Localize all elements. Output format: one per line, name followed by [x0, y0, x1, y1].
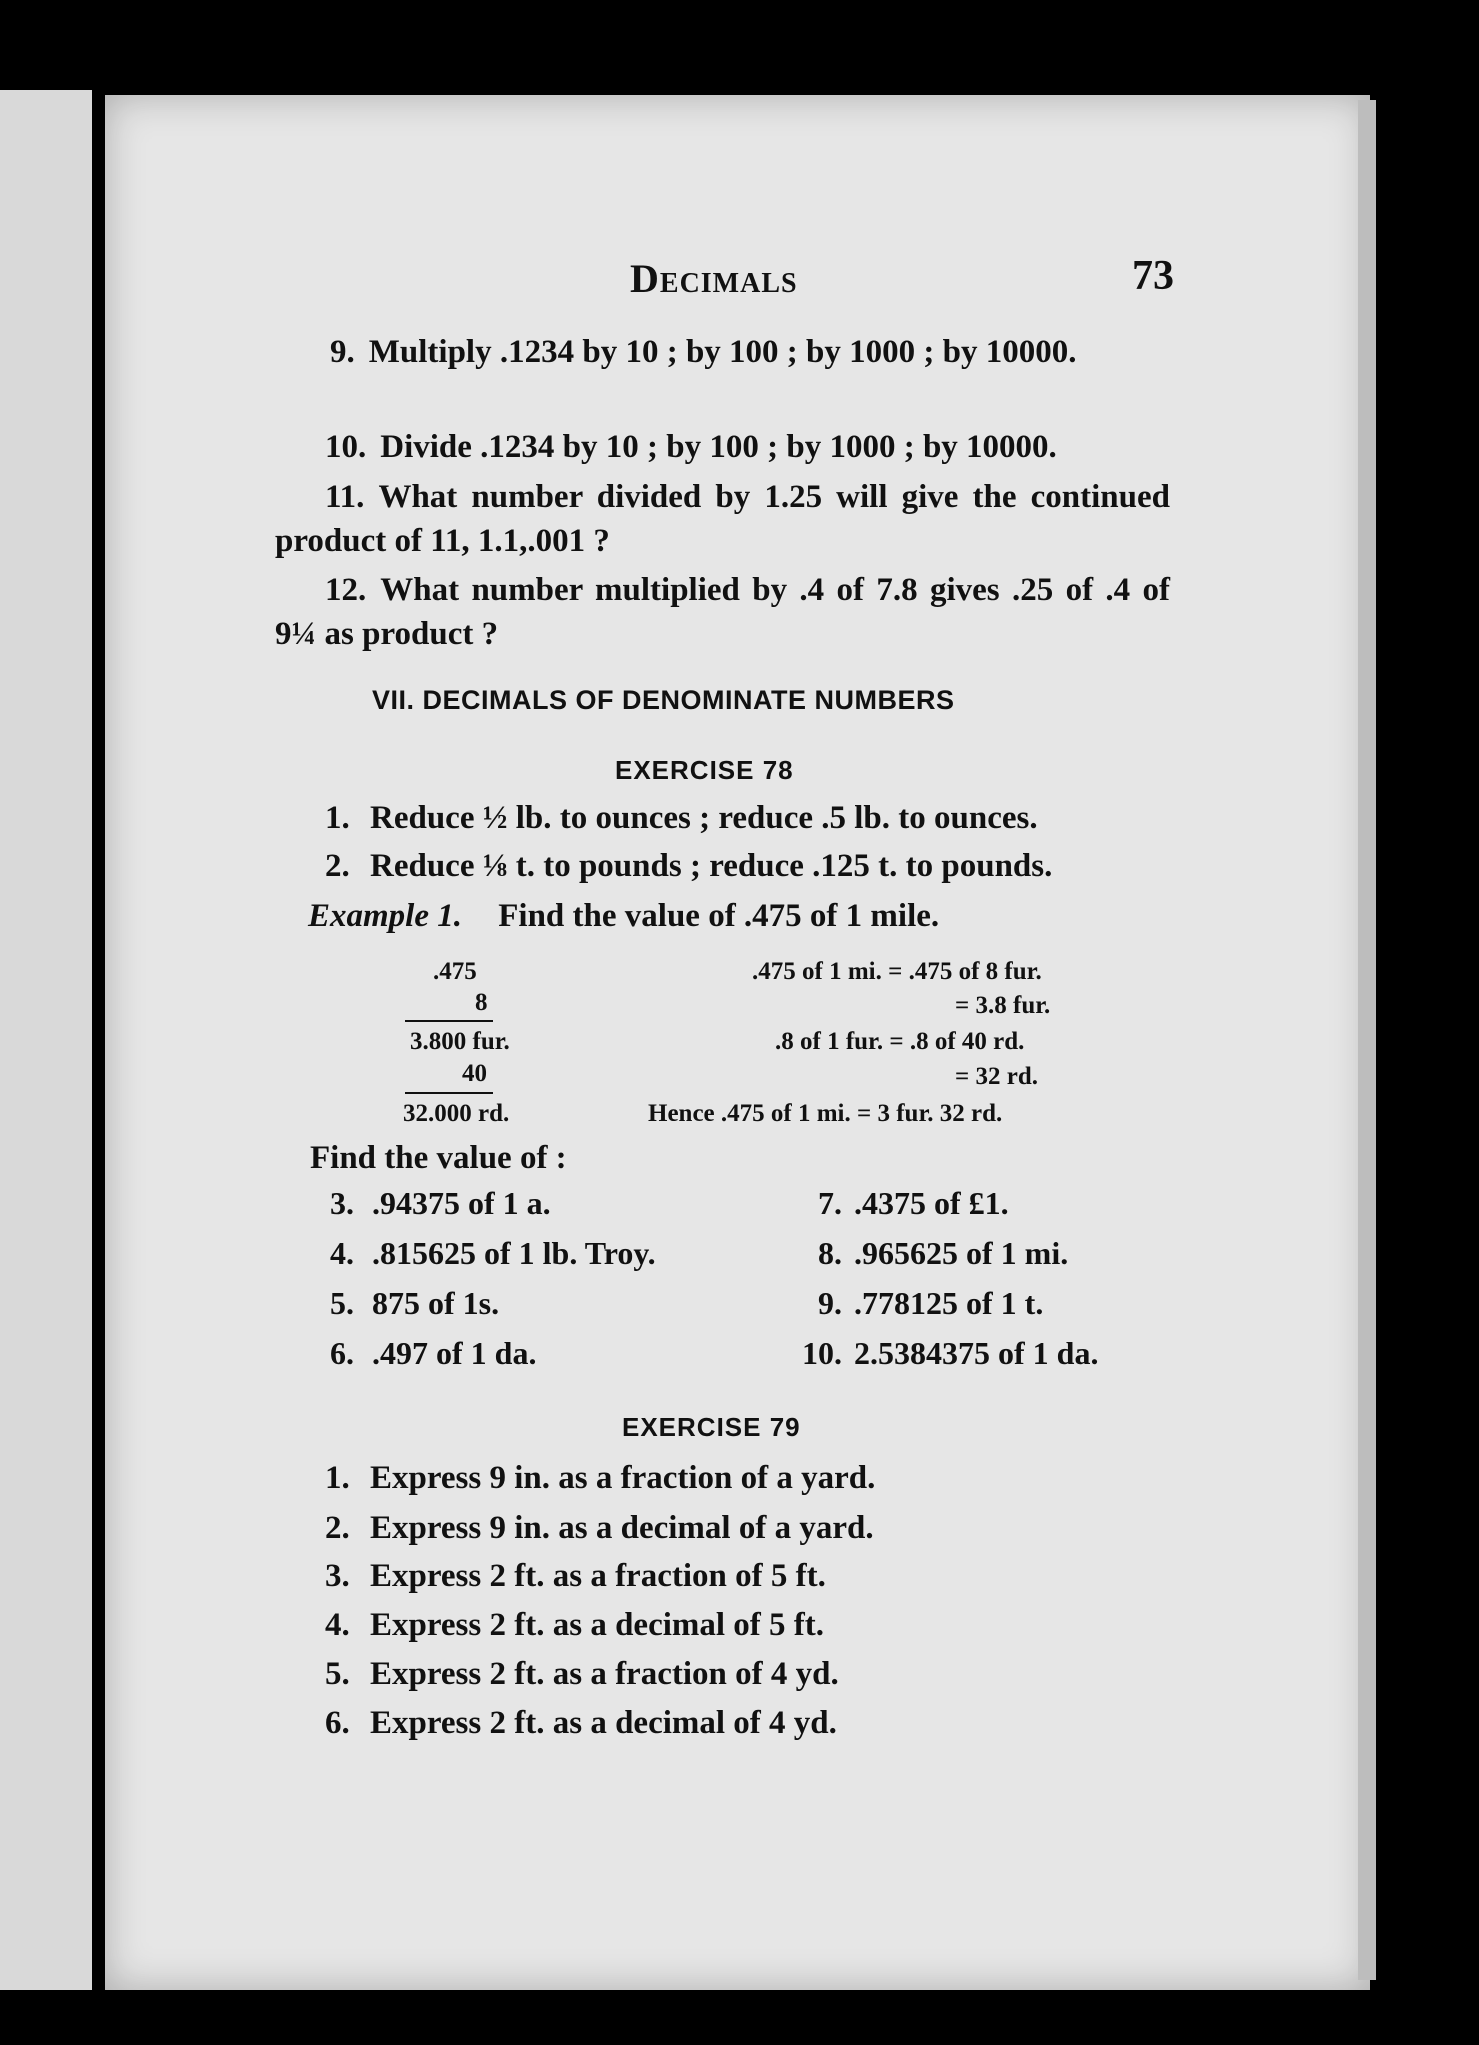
work-rule-2	[405, 1092, 493, 1094]
exercise-79-item-6: 6. Express 2 ft. as a decimal of 4 yd.	[325, 1705, 837, 1741]
exercise-78-item-8: 8. .965625 of 1 mi.	[818, 1235, 1069, 1271]
exercise-79-item-4: 4. Express 2 ft. as a decimal of 5 ft.	[325, 1607, 825, 1643]
work-right-line-3: .8 of 1 fur. = .8 of 40 rd.	[775, 1028, 1025, 1055]
exercise-78-item-10: 10. 2.5384375 of 1 da.	[802, 1335, 1099, 1371]
work-right-line-5: Hence .475 of 1 mi. = 3 fur. 32 rd.	[648, 1100, 1003, 1127]
running-head: Decimals	[630, 256, 798, 301]
example-text: Find the value of .475 of 1 mile.	[498, 898, 940, 934]
work-right-line-4: = 32 rd.	[955, 1063, 1038, 1090]
exercise-79-item-2: 2. Express 9 in. as a decimal of a yard.	[325, 1510, 874, 1546]
problem-10: 10. Divide .1234 by 10 ; by 100 ; by 1000 ; by 10000.	[325, 429, 1057, 465]
exercise-79-item-1: 1. Express 9 in. as a fraction of a yard.	[325, 1460, 876, 1496]
work-left-line-5: 32.000 rd.	[403, 1100, 510, 1127]
work-left-line-1: .475	[433, 958, 477, 985]
problem-9: 9. Multiply .1234 by 10 ; by 100 ; by 1000 ; by 10000.	[330, 334, 1077, 370]
exercise-78-item-2: 2. Reduce ⅛ t. to pounds ; reduce .125 t. to pounds.	[325, 848, 1053, 884]
work-rule-1	[405, 1020, 493, 1022]
work-left-line-3: 3.800 fur.	[410, 1028, 510, 1055]
example-1	[308, 898, 939, 935]
exercise-79-item-5: 5. Express 2 ft. as a fraction of 4 yd.	[325, 1656, 839, 1692]
exercise-78-title: EXERCISE 78	[615, 755, 794, 785]
work-left-line-4: 40	[462, 1060, 487, 1087]
exercise-78-item-3: 3. .94375 of 1 a.	[330, 1185, 551, 1221]
exercise-79-item-3: 3. Express 2 ft. as a fraction of 5 ft.	[325, 1558, 826, 1594]
exercise-78-item-7: 7. .4375 of £1.	[818, 1185, 1009, 1221]
work-right-line-1: .475 of 1 mi. = .475 of 8 fur.	[752, 958, 1042, 985]
problem-11: 11. What number divided by 1.25 will give the continued product of 11, 1.1,.001 ?	[275, 479, 1170, 559]
work-left-line-2: 8	[475, 989, 488, 1016]
facing-page-edge	[0, 90, 92, 1990]
page-edge-shadow	[1358, 100, 1376, 1980]
problem-12: 12. What number multiplied by .4 of 7.8 gives .25 of .4 of 9¼ as product ?	[275, 572, 1170, 652]
exercise-78-item-6: 6. .497 of 1 da.	[330, 1335, 537, 1371]
exercise-78-item-9: 9. .778125 of 1 t.	[818, 1285, 1044, 1321]
section-heading: VII. DECIMALS OF DENOMINATE NUMBERS	[372, 685, 955, 715]
exercise-78-item-4: 4. .815625 of 1 lb. Troy.	[330, 1235, 656, 1271]
exercise-79-title: EXERCISE 79	[622, 1412, 801, 1442]
exercise-78-item-5: 5. 875 of 1s.	[330, 1285, 500, 1321]
work-right-line-2: = 3.8 fur.	[955, 992, 1051, 1019]
exercise-78-item-1: 1. Reduce ½ lb. to ounces ; reduce .5 lb. to ounces.	[325, 800, 1038, 836]
page-number: 73	[1132, 253, 1174, 299]
example-label: Example 1.	[308, 898, 462, 934]
find-label: Find the value of :	[310, 1140, 567, 1176]
